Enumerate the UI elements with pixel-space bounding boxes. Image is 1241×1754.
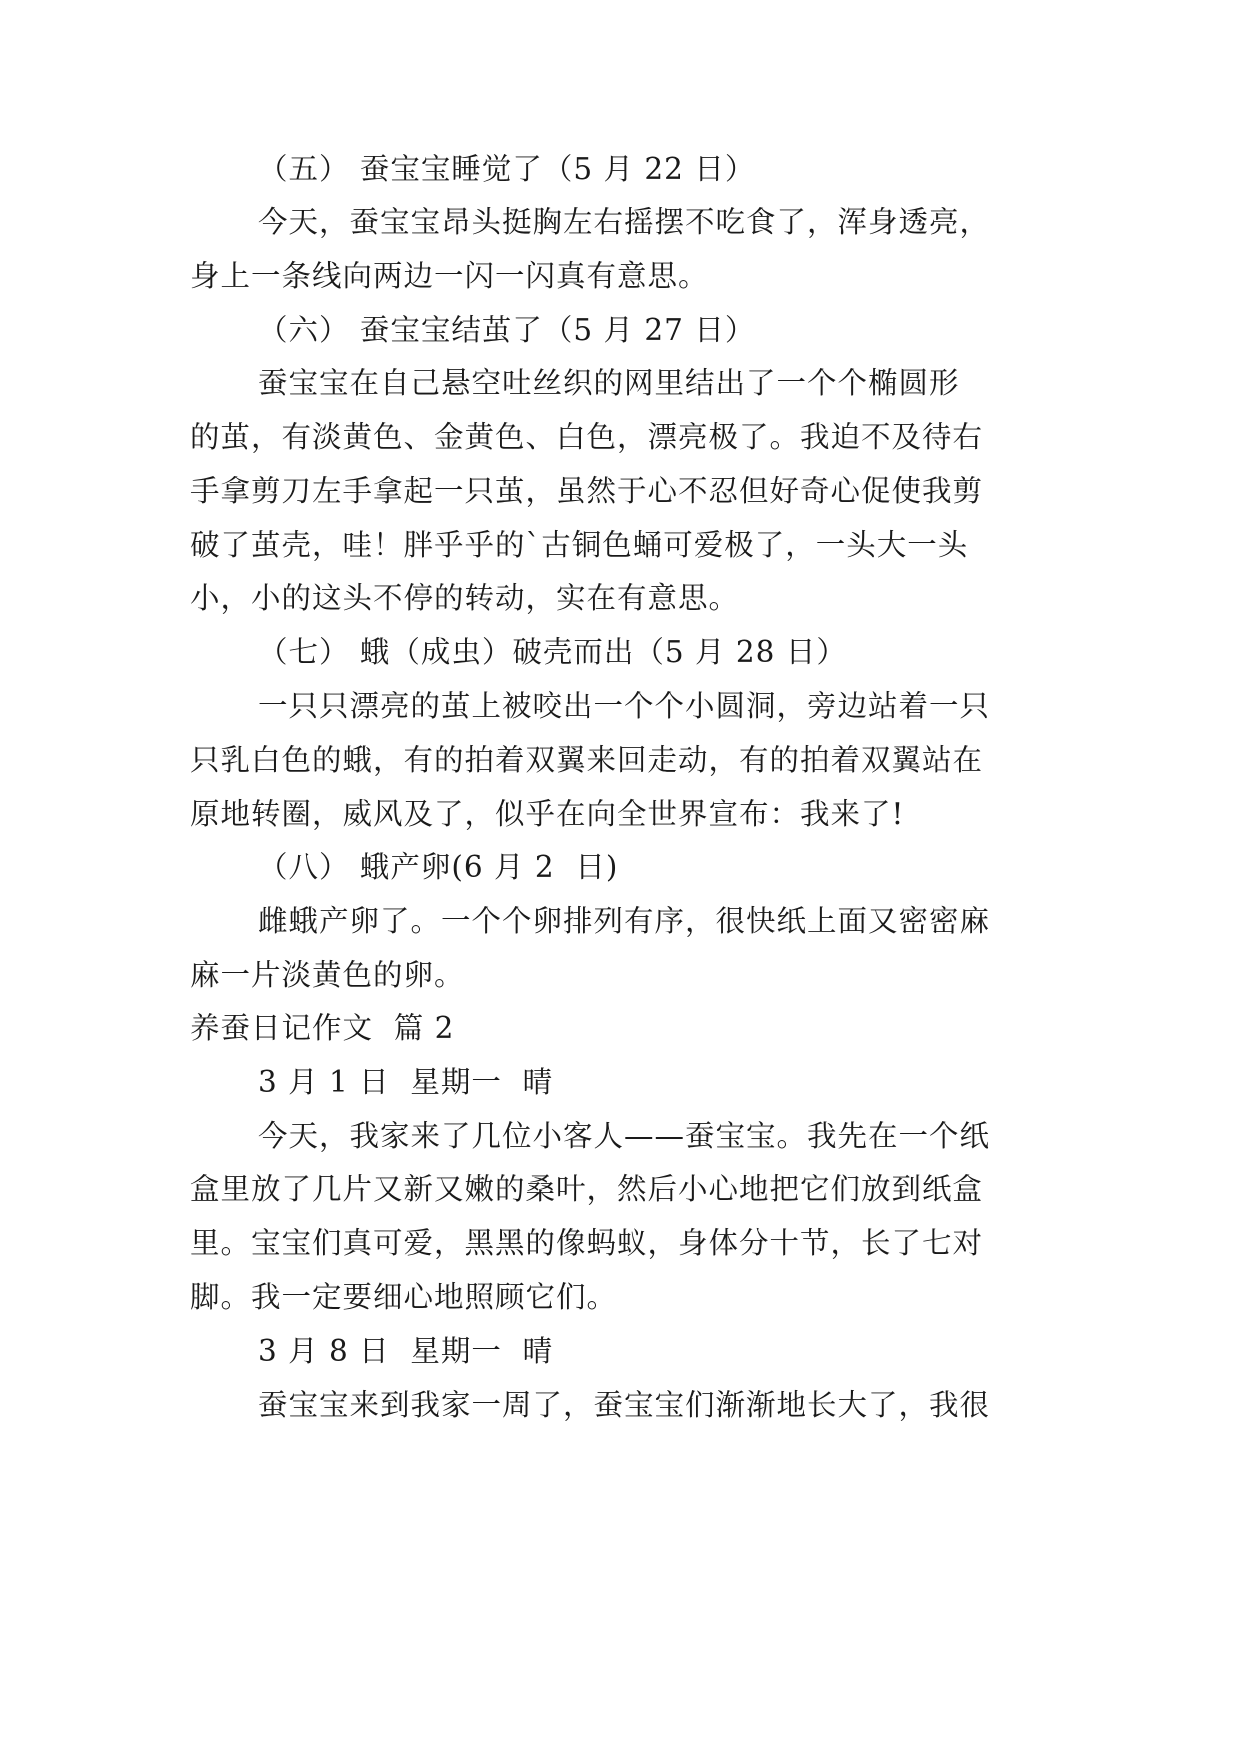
paragraph-line: 今天，我家来了几位小客人——蚕宝宝。我先在一个纸 — [258, 1119, 991, 1153]
paragraph-line: 脚。我一定要细心地照顾它们。 — [190, 1280, 618, 1314]
article-title: 养蚕日记作文 篇 2 — [190, 1011, 455, 1045]
paragraph-line: 手拿剪刀左手拿起一只茧，虽然于心不忍但好奇心促使我剪 — [190, 474, 984, 508]
paragraph-line: 麻一片淡黄色的卵。 — [190, 958, 465, 992]
paragraph-line: 今天，蚕宝宝昂头挺胸左右摇摆不吃食了，浑身透亮， — [258, 205, 991, 239]
paragraph-line: 原地转圈，威风及了，似乎在向全世界宣布：我来了! — [190, 797, 905, 831]
diary-date-heading: 3 月 8 日 星期一 晴 — [258, 1334, 554, 1368]
paragraph-line: 的茧，有淡黄色、金黄色、白色，漂亮极了。我迫不及待右 — [190, 420, 984, 454]
section-heading-6: （六） 蚕宝宝结茧了（5 月 27 日） — [258, 313, 756, 347]
paragraph-line: 只乳白色的蛾，有的拍着双翼来回走动，有的拍着双翼站在 — [190, 743, 984, 777]
diary-date-heading: 3 月 1 日 星期一 晴 — [258, 1065, 554, 1099]
paragraph-line: 蚕宝宝来到我家一周了，蚕宝宝们渐渐地长大了，我很 — [258, 1388, 991, 1422]
paragraph-line: 破了茧壳，哇！胖乎乎的`古铜色蛹可爱极了，一头大一头 — [190, 528, 969, 562]
section-heading-5: （五） 蚕宝宝睡觉了（5 月 22 日） — [258, 152, 756, 186]
paragraph-line: 蚕宝宝在自己悬空吐丝织的网里结出了一个个椭圆形 — [258, 366, 960, 400]
paragraph-line: 一只只漂亮的茧上被咬出一个个小圆洞，旁边站着一只 — [258, 689, 991, 723]
section-heading-8: （八） 蛾产卵(6 月 2 日) — [258, 850, 619, 884]
paragraph-line: 里。宝宝们真可爱，黑黑的像蚂蚁，身体分十节，长了七对 — [190, 1226, 984, 1260]
paragraph-line: 小，小的这头不停的转动，实在有意思。 — [190, 581, 740, 615]
section-heading-7: （七） 蛾（成虫）破壳而出（5 月 28 日） — [258, 635, 847, 669]
paragraph-line: 盒里放了几片又新又嫩的桑叶，然后小心地把它们放到纸盒 — [190, 1172, 984, 1206]
paragraph-line: 身上一条线向两边一闪一闪真有意思。 — [190, 259, 709, 293]
paragraph-line: 雌蛾产卵了。一个个卵排列有序，很快纸上面又密密麻 — [258, 904, 991, 938]
